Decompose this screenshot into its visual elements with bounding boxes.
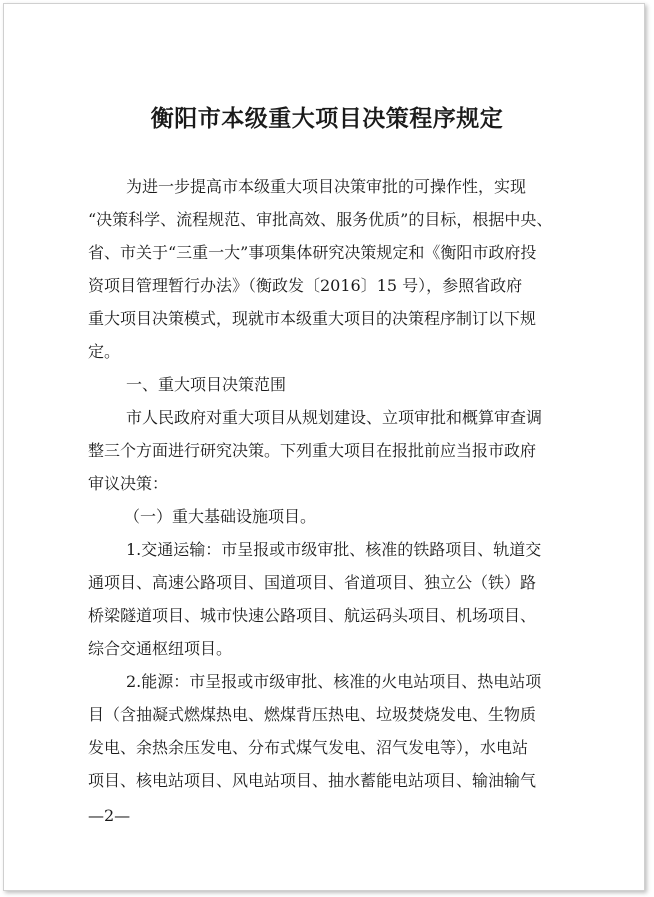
page-number: —2— xyxy=(88,806,131,825)
paragraph-line: 重大项目决策模式，现就市本级重大项目的决策程序制订以下规 xyxy=(88,309,537,328)
subsection-heading: （一）重大基础设施项目。 xyxy=(124,507,317,526)
paragraph-line: 资项目管理暂行办法》（衡政发〔2016〕15 号），参照省政府 xyxy=(88,276,523,295)
paragraph-line: 桥梁隧道项目、城市快速公路项目、航运码头项目、机场项目、 xyxy=(88,606,537,625)
paragraph-line: 审议决策： xyxy=(88,474,169,493)
paragraph-line: 1.交通运输：市呈报或市级审批、核准的铁路项目、轨道交 xyxy=(126,540,542,559)
paragraph-line: 整三个方面进行研究决策。下列重大项目在报批前应当报市政府 xyxy=(88,441,537,460)
paragraph-line: 发电、余热余压发电、分布式煤气发电、沼气发电等），水电站 xyxy=(88,738,529,757)
section-heading: 一、重大项目决策范围 xyxy=(126,375,287,394)
paragraph-line: 定。 xyxy=(88,342,121,361)
paragraph-line: 目（含抽凝式燃煤热电、燃煤背压热电、垃圾焚烧发电、生物质 xyxy=(88,705,537,724)
paragraph-line: 为进一步提高市本级重大项目决策审批的可操作性，实现 xyxy=(126,177,527,196)
document-title: 衡阳市本级重大项目决策程序规定 xyxy=(150,105,504,132)
paragraph-line: 省、市关于“三重一大”事项集体研究决策规定和《衡阳市政府投 xyxy=(88,243,537,262)
paragraph-line: 2.能源：市呈报或市级审批、核准的火电站项目、热电站项 xyxy=(126,672,542,691)
paragraph-line: “决策科学、流程规范、审批高效、服务优质”的目标，根据中央、 xyxy=(88,210,553,229)
paragraph-line: 市人民政府对重大项目从规划建设、立项审批和概算审查调 xyxy=(126,408,543,427)
paragraph-line: 项目、核电站项目、风电站项目、抽水蓄能电站项目、输油输气 xyxy=(88,771,537,790)
paragraph-line: 通项目、高速公路项目、国道项目、省道项目、独立公（铁）路 xyxy=(88,573,537,592)
paragraph-line: 综合交通枢纽项目。 xyxy=(88,639,233,658)
